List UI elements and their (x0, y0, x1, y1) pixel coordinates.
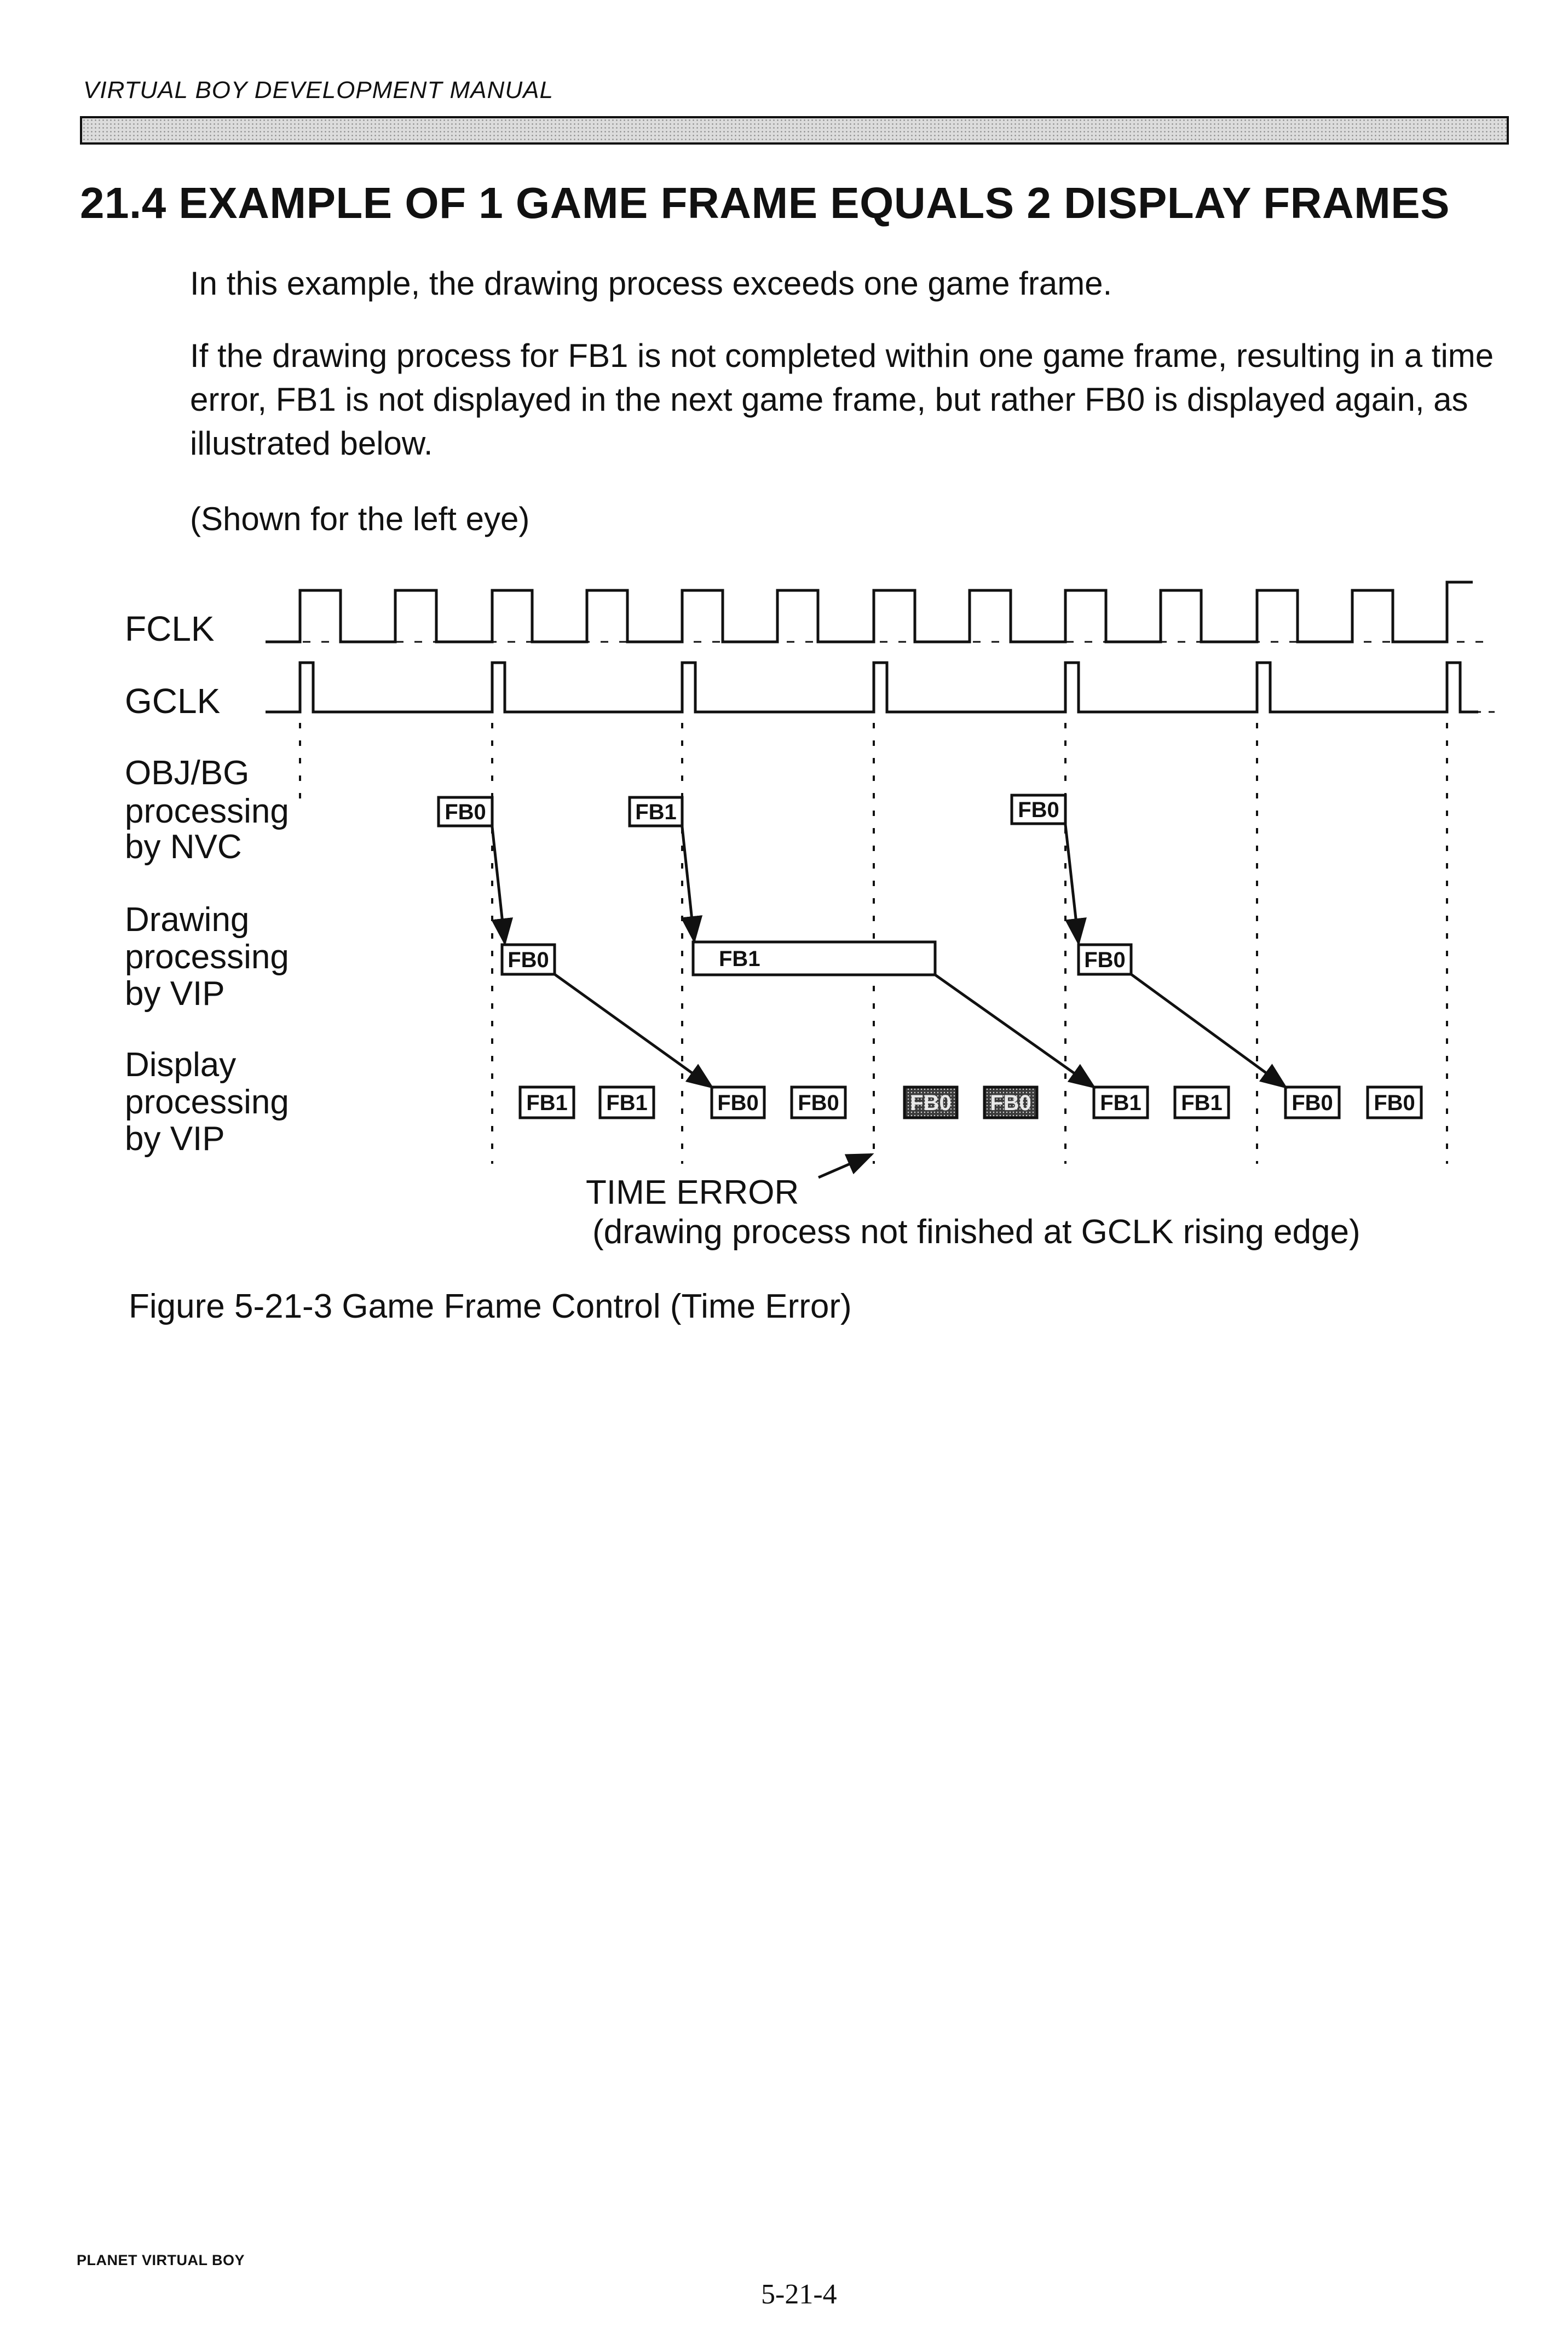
arrow-time-error-pointer (818, 1154, 872, 1177)
display-box-label: FB1 (1100, 1091, 1142, 1115)
display-box-label: FB0 (1292, 1091, 1333, 1115)
arrow-nvc-to-drawing (682, 827, 694, 941)
time-error-note: (drawing process not finished at GCLK rising edge) (592, 1213, 1361, 1251)
display-box (792, 1087, 845, 1118)
display-box-shaded (904, 1087, 957, 1118)
gclk-label: GCLK (125, 681, 221, 721)
display-box-label: FB0 (798, 1091, 839, 1115)
row-label-line: Display (125, 1046, 237, 1084)
nvc-box-label: FB1 (635, 800, 677, 824)
drawing-row-label (125, 901, 289, 1013)
display-box (1175, 1087, 1229, 1118)
fclk-label: FCLK (125, 609, 215, 648)
display-box (520, 1087, 574, 1118)
running-header: VIRTUAL BOY DEVELOPMENT MANUAL (83, 77, 554, 104)
fclk-waveform (266, 582, 1473, 642)
display-box-shaded (984, 1087, 1037, 1118)
row-label-line: OBJ/BG (125, 754, 250, 792)
figure-caption: Figure 5-21-3 Game Frame Control (Time Error) (129, 1288, 852, 1325)
drawing-fb1-bar (693, 942, 935, 975)
arrow-nvc-to-drawing (492, 827, 505, 943)
row-label-line: by VIP (125, 975, 225, 1013)
nvc-fb0-box-2 (1012, 795, 1065, 824)
display-boxes (520, 1087, 1421, 1118)
time-error-label: TIME ERROR (586, 1174, 799, 1211)
row-label-line: by NVC (125, 828, 242, 866)
detail-paragraph: If the drawing process for FB1 is not completed within one game frame, resulting in a time error, FB1 is not displayed in the next game frame, but rather FB0 is displayed again, as illustrated below. (190, 337, 1494, 462)
row-label-line: Drawing (125, 901, 250, 939)
row-label-line: processing (125, 792, 289, 830)
nvc-fb0-box-1 (439, 797, 492, 826)
drawing-box-label: FB0 (508, 948, 549, 972)
display-box (600, 1087, 654, 1118)
row-label-line: processing (125, 1083, 289, 1121)
display-box-label: FB0 (910, 1091, 952, 1115)
gclk-waveform (266, 663, 1478, 712)
display-box-label: FB0 (717, 1091, 759, 1115)
display-box-label: FB1 (606, 1091, 648, 1115)
section-title: 21.4 EXAMPLE OF 1 GAME FRAME EQUALS 2 DISPLAY FRAMES (80, 179, 1450, 227)
page-number: 5-21-4 (761, 2279, 837, 2310)
row-label-line: processing (125, 938, 289, 976)
nvc-box-label: FB0 (1018, 798, 1059, 822)
shown-for-note: (Shown for the left eye) (190, 501, 530, 537)
drawing-fb0-box-2 (1079, 945, 1131, 974)
arrow-drawing-to-display (1131, 974, 1285, 1087)
display-box (1094, 1087, 1148, 1118)
nvc-box-label: FB0 (445, 800, 486, 824)
display-box (1285, 1087, 1339, 1118)
nvc-fb1-box (630, 797, 682, 826)
display-box-label: FB0 (990, 1091, 1031, 1115)
display-box-label: FB0 (1374, 1091, 1415, 1115)
display-row-label (125, 1046, 289, 1158)
intro-paragraph: In this example, the drawing process exceeds one game frame. (190, 265, 1112, 302)
drawing-box-label: FB0 (1084, 948, 1126, 972)
arrow-nvc-to-drawing (1065, 825, 1079, 943)
obj-bg-row-label (125, 754, 289, 866)
drawing-box-label: FB1 (719, 947, 760, 971)
display-box-label: FB1 (526, 1091, 568, 1115)
display-box (1368, 1087, 1421, 1118)
flow-arrows (492, 825, 1285, 1177)
drawing-fb0-box-1 (502, 945, 555, 974)
footer-publisher: PLANET VIRTUAL BOY (77, 2252, 245, 2268)
arrow-drawing-to-display (555, 974, 712, 1087)
display-box-label: FB1 (1181, 1091, 1223, 1115)
display-box (712, 1087, 764, 1118)
arrow-drawing-to-display (935, 975, 1094, 1087)
row-label-line: by VIP (125, 1120, 225, 1158)
